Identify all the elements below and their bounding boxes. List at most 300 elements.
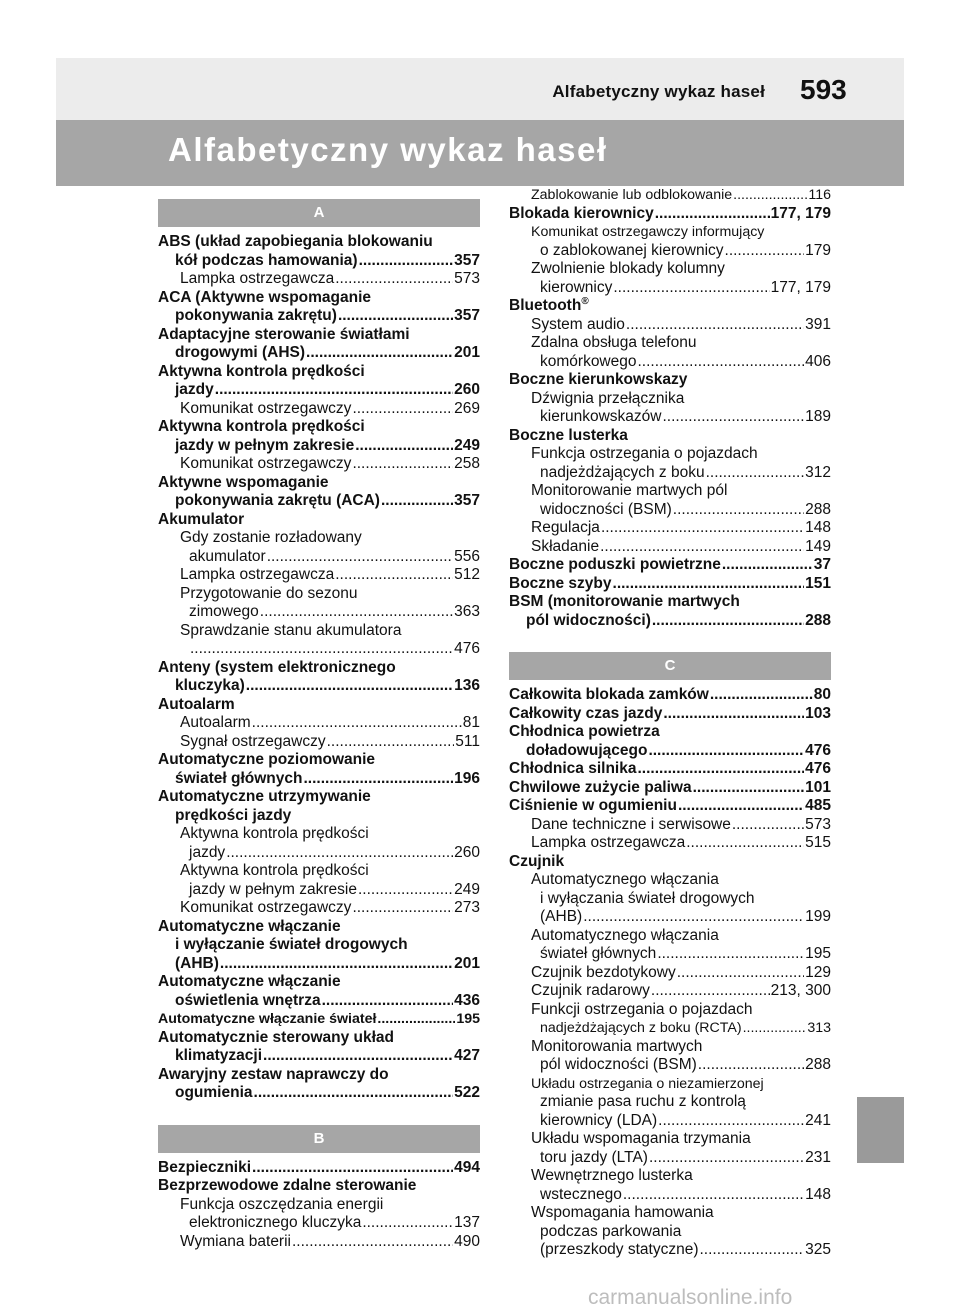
index-entry — [509, 816, 831, 835]
index-entry-text: Boczne poduszki powietrzne — [509, 556, 721, 573]
index-page-ref: 258 — [454, 455, 480, 472]
index-entry-text: klimatyzacji — [175, 1047, 263, 1064]
leader-dots — [673, 501, 804, 520]
index-entry — [158, 603, 480, 622]
leader-dots — [706, 464, 805, 483]
index-entry-text: pól widoczności (BSM) — [540, 1056, 697, 1073]
index-entry-text: drogowymi (AHS) — [175, 344, 306, 361]
index-entry-text: Funkcji ostrzegania o pojazdach — [531, 1000, 753, 1018]
leader-dots — [252, 1159, 453, 1178]
index-entry-text: Bezprzewodowe zdalne sterowanie — [158, 1177, 417, 1194]
index-entry-line — [509, 1223, 831, 1242]
leader-dots — [267, 548, 453, 567]
index-page-ref: 201 — [454, 344, 480, 361]
index-entry-text: Automatyczne włączanie — [158, 917, 341, 935]
section-letter-header: C — [509, 652, 831, 680]
index-page-ref: 391 — [805, 315, 831, 333]
leader-dots — [698, 1056, 804, 1075]
index-entry — [509, 186, 831, 205]
leader-dots — [655, 205, 770, 224]
index-entry — [158, 1233, 480, 1252]
index-entry-text: toru jazdy (LTA) — [540, 1148, 648, 1166]
leader-dots — [352, 899, 453, 918]
index-entry-text: widoczności (BSM) — [540, 500, 672, 518]
index-entry-text: Automatycznie sterowany układ — [158, 1028, 395, 1046]
index-entry-line — [509, 1093, 831, 1112]
index-entry — [509, 538, 831, 557]
index-page-ref: 490 — [454, 1232, 480, 1250]
index-entry-line — [509, 1130, 831, 1149]
index-page-ref: 357 — [454, 492, 480, 509]
index-entry — [158, 899, 480, 918]
index-entry — [158, 1010, 480, 1029]
index-entry — [158, 677, 480, 696]
index-entry — [509, 408, 831, 427]
index-entry-text: Lampka ostrzegawcza — [180, 566, 335, 583]
leader-dots — [362, 1214, 453, 1233]
index-entry-text: Boczne szyby — [509, 574, 612, 592]
index-entry — [158, 437, 480, 456]
index-entry-line — [509, 1204, 831, 1223]
leader-dots — [613, 575, 805, 594]
index-page-ref: 476 — [805, 760, 831, 777]
index-page-ref: 148 — [805, 1185, 831, 1203]
leader-dots — [613, 279, 769, 298]
index-entry-text: Chłodnica powietrza — [509, 723, 660, 740]
section-gap — [158, 1103, 480, 1125]
leader-dots — [743, 1019, 807, 1038]
index-page-ref: 129 — [805, 963, 831, 981]
index-entry — [158, 1159, 480, 1178]
index-entry-text: Układu wspomagania trzymania — [531, 1130, 751, 1147]
leader-dots — [306, 344, 453, 363]
index-entry-text: Wspomagania hamowania — [531, 1204, 714, 1221]
index-page-ref: 151 — [805, 574, 831, 592]
index-entry — [509, 982, 831, 1001]
index-entry-text: ABS (układ zapobiegania blokowaniu — [158, 233, 433, 250]
index-entry-line — [509, 723, 831, 742]
index-page-ref: 195 — [456, 1011, 480, 1027]
index-entry — [509, 779, 831, 798]
index-entry-line — [158, 511, 480, 530]
index-entry-line — [158, 825, 480, 844]
page-title: Alfabetyczny wykaz haseł — [168, 131, 608, 168]
index-column-left — [158, 199, 480, 1251]
index-entry — [158, 344, 480, 363]
index-entry-text: Automatycznego włączania — [531, 926, 719, 944]
index-page-ref: 101 — [805, 778, 831, 796]
index-page-ref: 436 — [454, 991, 480, 1009]
index-entry — [509, 1241, 831, 1260]
index-entry-text: ACA (Aktywne wspomaganie — [158, 288, 372, 306]
index-page-ref: 363 — [454, 603, 480, 620]
leader-dots — [693, 779, 805, 798]
index-entry-line — [158, 622, 480, 641]
index-entry-text: nadjeżdżających z boku — [540, 463, 705, 481]
index-entry-text: świateł głównych — [175, 769, 303, 787]
index-page-ref: 556 — [454, 547, 480, 565]
index-entry-text: doładowującego — [526, 741, 648, 759]
index-page-ref: 313 — [807, 1020, 831, 1036]
index-entry-text: Sprawdzanie stanu akumulatora — [180, 621, 402, 639]
leader-dots — [732, 816, 804, 835]
leader-dots — [657, 945, 804, 964]
index-page-ref: 288 — [805, 611, 831, 629]
index-page-ref: 80 — [813, 686, 831, 703]
index-entry — [509, 1149, 831, 1168]
leader-dots — [355, 437, 453, 456]
index-entry-text: Automatyczne utrzymywanie — [158, 788, 371, 805]
index-entry-text: Układu ostrzegania o niezamierzonej — [531, 1075, 764, 1092]
index-entry-text: Akumulator — [158, 510, 245, 528]
leader-dots — [358, 881, 453, 900]
index-entry — [158, 381, 480, 400]
index-entry — [509, 705, 831, 724]
index-page-ref: 177, 179 — [770, 278, 831, 296]
index-entry — [158, 1047, 480, 1066]
index-entry — [509, 1056, 831, 1075]
leader-dots — [381, 492, 453, 511]
index-page-ref: 511 — [455, 732, 480, 750]
index-entry-text: Aktywna kontrola prędkości — [180, 862, 369, 879]
index-entry — [509, 612, 831, 631]
leader-dots — [662, 408, 804, 427]
watermark: carmanualsonline.info — [588, 1286, 793, 1309]
index-entry-text: Boczne kierunkowskazy — [509, 371, 688, 388]
index-entry-line — [158, 1066, 480, 1085]
index-page-ref: 196 — [454, 769, 480, 787]
index-entry-line — [158, 363, 480, 382]
index-entry-text: prędkości jazdy — [175, 806, 292, 824]
index-entry-text: Całkowita blokada zamków — [509, 686, 709, 703]
index-entry-text: Chłodnica silnika — [509, 760, 637, 777]
leader-dots — [377, 1010, 455, 1029]
index-entry — [509, 1019, 831, 1038]
index-page-ref: 81 — [462, 714, 480, 731]
index-entry-text: Wymiana baterii — [180, 1232, 291, 1250]
index-entry-line — [509, 482, 831, 501]
header-band — [56, 58, 904, 120]
index-entry — [158, 1214, 480, 1233]
leader-dots — [638, 353, 805, 372]
leader-dots — [649, 1149, 804, 1168]
index-page-ref: 177, 179 — [770, 204, 831, 222]
index-entry — [158, 252, 480, 271]
index-entry — [158, 955, 480, 974]
index-page-ref: 573 — [805, 815, 831, 833]
index-entry-text: kół podczas hamowania) — [175, 251, 358, 269]
leader-dots — [263, 1047, 453, 1066]
index-page-ref: 103 — [805, 704, 831, 722]
index-entry — [158, 307, 480, 326]
index-entry — [509, 353, 831, 372]
index-entry-line — [509, 445, 831, 464]
index-entry-text: Blokada kierownicy — [509, 204, 654, 222]
index-entry-text: System audio — [531, 315, 625, 333]
index-entry-text: pokonywania zakrętu (ACA) — [175, 492, 380, 509]
index-entry — [509, 501, 831, 520]
index-entry-text: kierunkowskazów — [540, 408, 662, 425]
index-entry-text: Automatyczne włączanie — [158, 973, 341, 990]
index-page-ref: 249 — [454, 436, 480, 454]
leader-dots — [252, 714, 462, 733]
index-entry — [509, 1186, 831, 1205]
index-entry-line — [158, 696, 480, 715]
index-page-ref: 476 — [805, 741, 831, 759]
index-entry-text: (przeszkody statyczne) — [540, 1241, 699, 1258]
leader-dots — [359, 252, 454, 271]
index-page-ref: 137 — [454, 1214, 480, 1231]
index-entry-text: Gdy zostanie rozładowany — [180, 529, 362, 546]
index-page-ref: 148 — [805, 519, 831, 536]
index-entry-line — [158, 233, 480, 252]
index-entry-text: Funkcja ostrzegania o pojazdach — [531, 445, 758, 462]
index-entry-text: i wyłączanie świateł drogowych — [175, 936, 408, 953]
leader-dots — [322, 992, 454, 1011]
leader-dots — [710, 686, 813, 705]
leader-dots — [601, 519, 804, 538]
index-entry-line — [509, 1167, 831, 1186]
index-entry — [158, 548, 480, 567]
index-entry-text: wstecznego — [540, 1185, 622, 1203]
index-entry — [509, 279, 831, 298]
leader-dots — [637, 760, 804, 779]
leader-dots — [722, 556, 813, 575]
section-letter-header: A — [158, 199, 480, 227]
index-page-ref: 357 — [454, 307, 480, 324]
index-entry-line — [509, 390, 831, 409]
leader-dots — [626, 316, 804, 335]
index-page-ref: 515 — [805, 834, 831, 851]
index-entry-text: komórkowego — [540, 352, 637, 370]
index-entry-text: i wyłączania świateł drogowych — [540, 889, 755, 907]
index-entry — [158, 844, 480, 863]
index-page-ref: 273 — [454, 899, 480, 916]
index-entry — [158, 270, 480, 289]
page-number: 593 — [800, 74, 847, 105]
index-entry-text: Lampka ostrzegawcza — [531, 834, 686, 851]
leader-dots — [686, 834, 804, 853]
index-entry-line — [509, 1075, 831, 1094]
index-page-ref: 241 — [805, 1111, 831, 1129]
index-entry — [509, 1112, 831, 1131]
index-entry-line — [509, 223, 831, 242]
index-entry-text: Sygnał ostrzegawczy — [180, 732, 326, 750]
leader-dots — [623, 1186, 804, 1205]
index-entry — [509, 797, 831, 816]
index-entry — [158, 492, 480, 511]
index-page-ref: 260 — [454, 381, 480, 398]
index-entry — [158, 455, 480, 474]
leader-dots — [700, 1241, 805, 1260]
index-entry — [158, 770, 480, 789]
index-entry-text: (AHB) — [540, 908, 583, 925]
leader-dots — [335, 270, 453, 289]
index-entry-line — [509, 871, 831, 890]
leader-dots — [725, 242, 805, 261]
index-page-ref: 201 — [454, 954, 480, 972]
index-entry-line — [158, 807, 480, 826]
index-entry-text: Czujnik bezdotykowy — [531, 963, 676, 981]
index-entry-text: Automatyczne poziomowanie — [158, 751, 376, 768]
index-entry — [509, 686, 831, 705]
index-page-ref: 149 — [805, 537, 831, 555]
index-entry-text: Regulacja — [531, 519, 600, 536]
leader-dots — [648, 742, 804, 761]
index-entry — [509, 964, 831, 983]
leader-dots — [651, 982, 770, 1001]
index-entry-text: Komunikat ostrzegawczy — [180, 455, 352, 472]
index-page-ref: 179 — [805, 241, 831, 259]
leader-dots — [215, 381, 453, 400]
index-entry-text: Funkcja oszczędzania energii — [180, 1195, 384, 1213]
index-entry-text: Dane techniczne i serwisowe — [531, 815, 731, 833]
leader-dots — [303, 770, 453, 789]
index-column-right — [509, 186, 831, 1260]
index-page-ref: 269 — [454, 399, 480, 417]
index-entry — [158, 714, 480, 733]
index-entry-text: Wewnętrznego lusterka — [531, 1167, 693, 1184]
index-entry-text: Zwolnienie blokady kolumny — [531, 260, 725, 277]
index-entry-text: elektronicznego kluczyka — [189, 1214, 362, 1231]
index-entry-text: Chwilowe zużycie paliwa — [509, 778, 692, 796]
index-entry-text: Czujnik — [509, 852, 565, 870]
index-entry-text: Autoalarm — [180, 714, 251, 731]
leader-dots — [327, 733, 455, 752]
index-entry-line — [158, 751, 480, 770]
section-letter-header: B — [158, 1125, 480, 1153]
index-page-ref: 357 — [454, 251, 480, 269]
leader-dots — [254, 1084, 454, 1103]
index-entry-line — [509, 427, 831, 446]
index-entry-line — [509, 1001, 831, 1020]
index-entry-text: Komunikat ostrzegawczy — [180, 399, 352, 417]
index-page-ref: 136 — [454, 677, 480, 694]
index-page-ref: 325 — [805, 1241, 831, 1258]
leader-dots — [260, 603, 453, 622]
leader-dots — [220, 955, 453, 974]
index-entry-text: (AHB) — [175, 954, 219, 972]
index-entry-text: Aktywna kontrola prędkości — [180, 825, 369, 842]
index-entry-text: Ciśnienie w ogumieniu — [509, 797, 677, 814]
index-page-ref: 288 — [805, 1056, 831, 1073]
index-entry-line — [158, 418, 480, 437]
index-entry-text: Automatycznego włączania — [531, 871, 719, 888]
index-page-ref: 231 — [805, 1148, 831, 1166]
index-page-ref: 249 — [454, 880, 480, 898]
index-entry-text: Lampka ostrzegawcza — [180, 270, 335, 287]
index-entry-text: Awaryjny zestaw naprawczy do — [158, 1065, 389, 1083]
index-entry-text: ogumienia — [175, 1084, 253, 1101]
index-entry-line — [509, 297, 831, 316]
index-entry — [158, 881, 480, 900]
index-entry-line — [158, 936, 480, 955]
index-page-ref: 522 — [454, 1084, 480, 1101]
index-entry-text: Monitorowanie martwych pól — [531, 482, 728, 499]
index-entry-text: Autoalarm — [158, 695, 235, 713]
index-entry — [509, 945, 831, 964]
index-entry — [509, 519, 831, 538]
index-entry — [509, 556, 831, 575]
leader-dots — [583, 908, 804, 927]
index-entry — [509, 575, 831, 594]
index-entry-line — [509, 334, 831, 353]
index-page-ref: 512 — [454, 566, 480, 583]
leader-dots — [352, 455, 453, 474]
index-entry-line — [158, 474, 480, 493]
index-entry — [158, 992, 480, 1011]
index-entry-text: BSM (monitorowanie martwych — [509, 593, 740, 610]
running-header-title: Alfabetyczny wykaz haseł — [552, 82, 765, 101]
index-entry-text: Komunikat ostrzegawczy informujący — [531, 224, 765, 240]
index-entry-line — [158, 862, 480, 881]
leader-dots — [678, 797, 804, 816]
index-entry-line — [158, 788, 480, 807]
index-entry — [158, 1084, 480, 1103]
index-page-ref: 494 — [454, 1158, 480, 1176]
index-page-ref: 427 — [454, 1047, 480, 1064]
index-entry-line — [509, 890, 831, 909]
index-entry-line — [158, 1196, 480, 1215]
index-page-ref: 199 — [805, 908, 831, 925]
index-entry-text: jazdy — [175, 381, 214, 398]
index-entry — [509, 760, 831, 779]
index-entry-line — [509, 853, 831, 872]
index-page-ref: 260 — [454, 843, 480, 861]
index-page-ref: 189 — [805, 408, 831, 425]
index-entry-text: jazdy w pełnym zakresie — [189, 880, 357, 898]
index-entry-text: Składanie — [531, 537, 600, 555]
index-entry-text: oświetlenia wnętrza — [175, 991, 321, 1009]
index-entry-text: Całkowity czas jazdy — [509, 704, 663, 722]
index-page-ref: 406 — [805, 352, 831, 370]
index-entry-text: Aktywna kontrola prędkości — [158, 362, 365, 380]
index-entry-text: nadjeżdżających z boku (RCTA) — [540, 1020, 742, 1036]
section-thumb-tab — [857, 1097, 904, 1163]
index-entry-line — [158, 585, 480, 604]
index-entry-line — [158, 659, 480, 678]
leader-dots — [733, 186, 807, 205]
index-entry — [509, 464, 831, 483]
index-entry-text: Monitorowania martwych — [531, 1037, 703, 1055]
leader-dots — [658, 1112, 804, 1131]
section-gap — [509, 630, 831, 652]
leader-dots — [226, 844, 453, 863]
index-entry-text: Przygotowanie do sezonu — [180, 584, 358, 602]
index-entry-text: kierownicy (LDA) — [540, 1111, 658, 1129]
index-page-ref: 485 — [805, 797, 831, 814]
index-entry-text: akumulator — [189, 547, 266, 565]
index-page-ref: 37 — [813, 556, 831, 573]
index-entry-text: podczas parkowania — [540, 1222, 682, 1240]
index-entry-text: zimowego — [189, 603, 259, 620]
index-entry-text: Bluetooth — [509, 297, 582, 314]
index-entry-text: Bezpieczniki — [158, 1158, 252, 1176]
leader-dots — [246, 677, 453, 696]
index-entry-text: Aktywna kontrola prędkości — [158, 418, 365, 435]
index-entry-text: jazdy w pełnym zakresie — [175, 436, 355, 454]
index-entry-text: Aktywne wspomaganie — [158, 473, 329, 491]
index-page-ref: 116 — [808, 187, 831, 203]
index-entry-line — [509, 593, 831, 612]
index-entry-text: Anteny (system elektronicznego — [158, 658, 396, 676]
index-entry-text: Czujnik radarowy — [531, 982, 650, 999]
index-page-ref: 195 — [805, 945, 831, 962]
leader-dots — [652, 612, 804, 631]
index-entry-text: Zablokowanie lub odblokowanie — [531, 187, 733, 203]
index-entry-line — [509, 927, 831, 946]
index-entry-line — [509, 371, 831, 390]
